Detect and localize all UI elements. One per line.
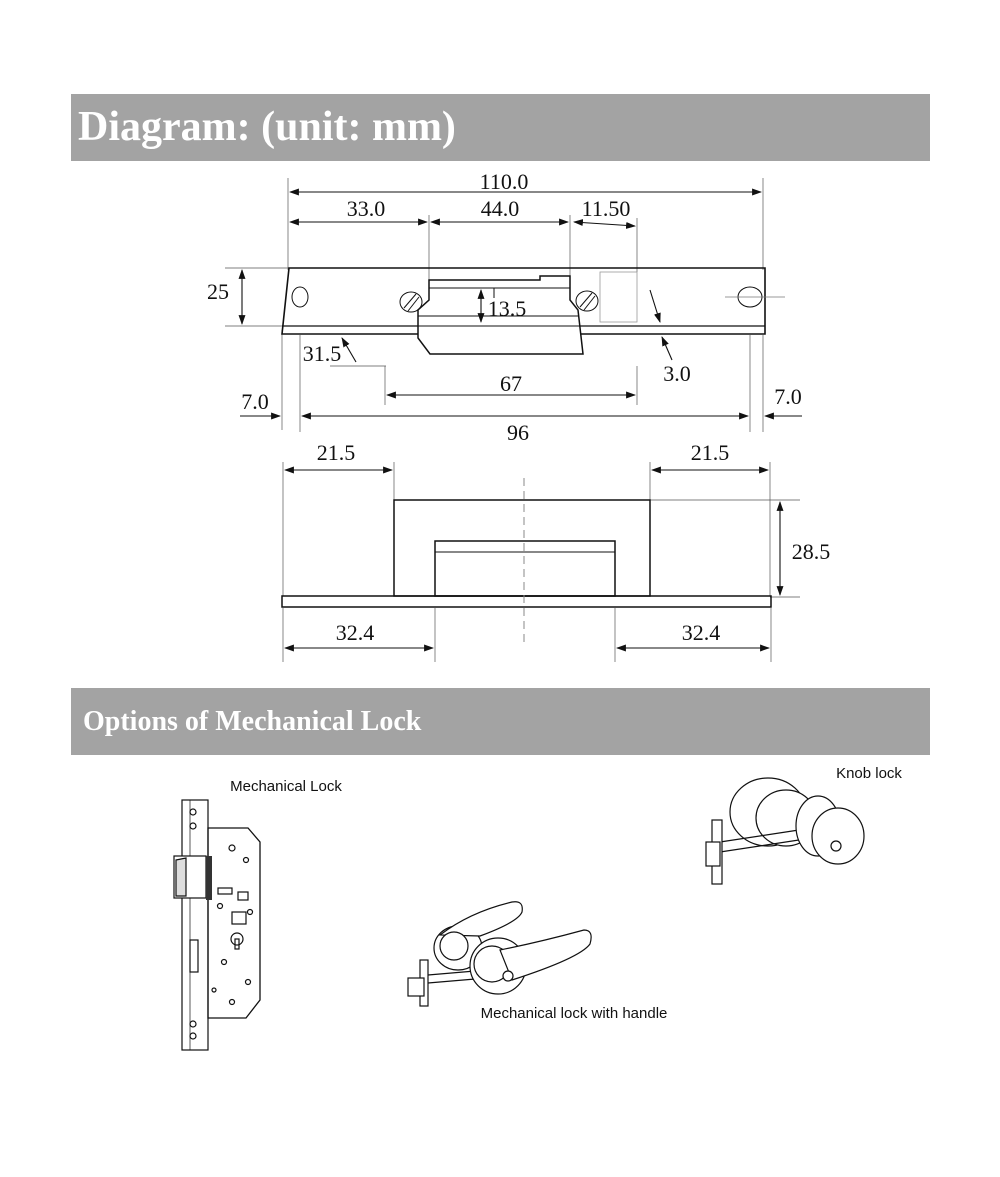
dim-inner-depth: 13.5 [487,296,527,321]
dim-total-length: 110.0 [479,169,529,194]
dim-middle-segment: 44.0 [480,196,520,221]
dim-side-right-bottom: 32.4 [681,620,721,645]
handle-lock-illustration [408,902,591,1006]
dim-side-left-top: 21.5 [316,440,356,465]
knob-lock-illustration [706,778,864,884]
mortise-lock-label: Mechanical Lock [230,778,342,795]
side-inner-block [435,541,615,596]
dim-side-right-top: 21.5 [690,440,730,465]
dim-side-height: 28.5 [791,539,831,564]
dim-thickness: 3.0 [663,361,691,386]
dim-hole-spacing: 67 [500,371,522,396]
knob-lock-label: Knob lock [836,765,902,782]
dim-edge-left: 7.0 [241,389,269,414]
dim-right-segment: 11.50 [581,196,631,221]
dim-height: 25 [207,279,229,304]
dim-plate-length: 96 [507,420,529,445]
side-base-plate [282,596,771,607]
handle-lock-label: Mechanical lock with handle [480,1005,668,1022]
dim-angle-offset: 31.5 [302,341,342,366]
dim-left-segment: 33.0 [346,196,386,221]
mortise-lock-illustration [174,800,260,1050]
side-housing [394,500,650,596]
options-section-title: Options of Mechanical Lock [71,688,930,755]
diagram-section-title: Diagram: (unit: mm) [71,94,930,161]
dim-edge-right: 7.0 [774,384,802,409]
dim-side-left-bottom: 32.4 [335,620,375,645]
